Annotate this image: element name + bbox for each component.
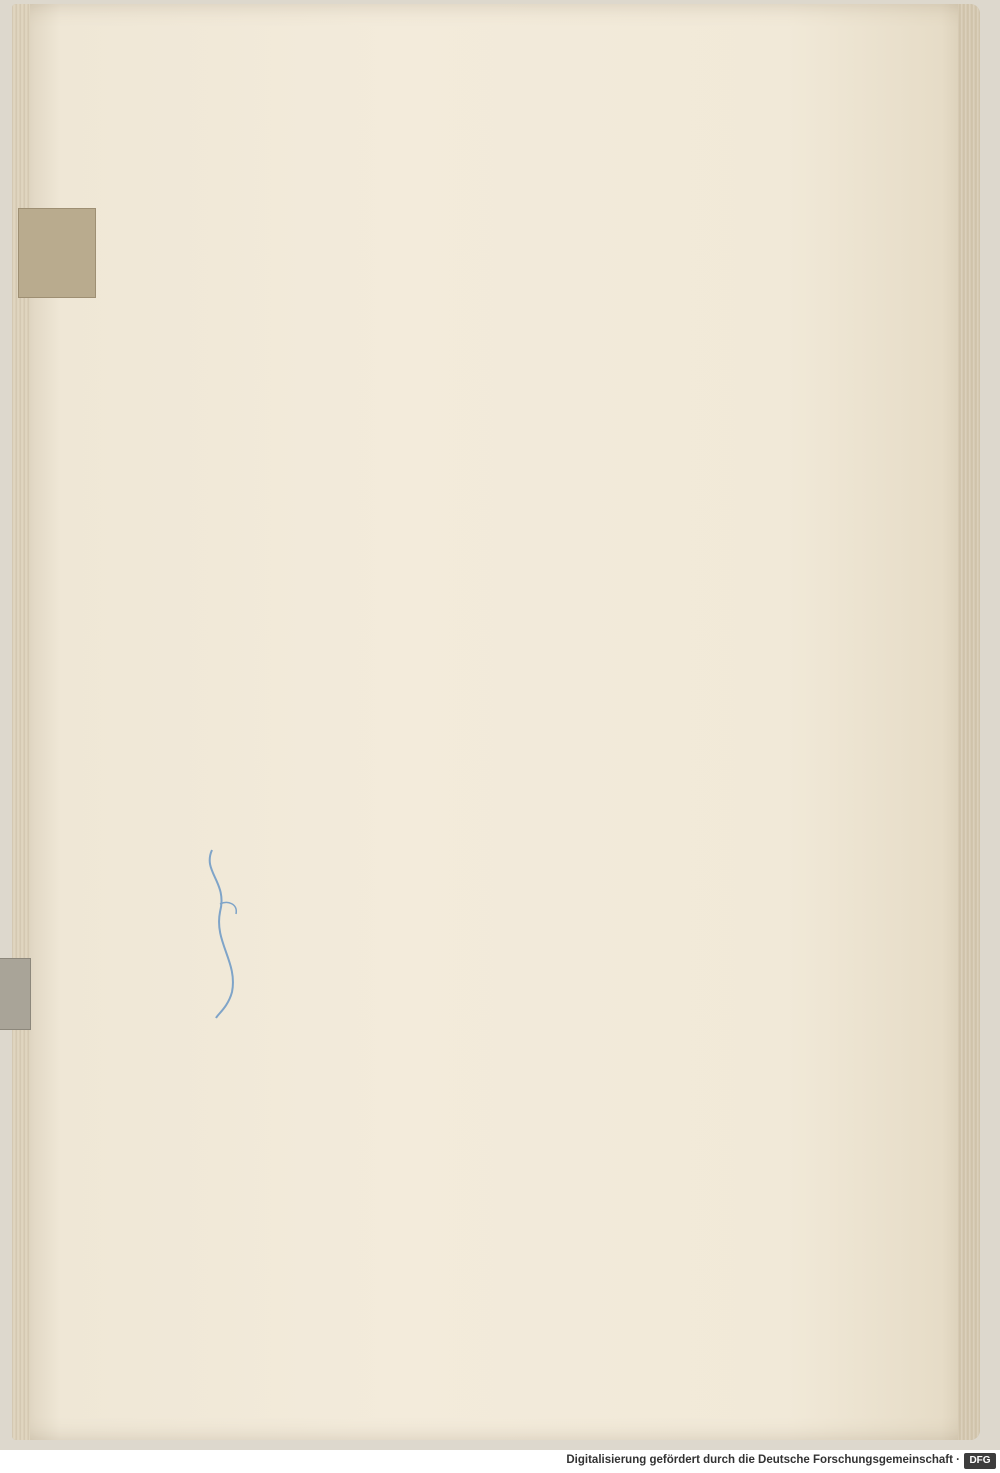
text-line bbox=[240, 651, 552, 675]
funding-credit: Digitalisierung gefördert durch die Deutsche Forschungsgemeinschaft · bbox=[566, 1454, 960, 1466]
text-line bbox=[240, 318, 552, 342]
text-line bbox=[240, 199, 552, 223]
text-line bbox=[600, 603, 912, 627]
text-line bbox=[600, 389, 912, 413]
text-line bbox=[600, 865, 912, 889]
text-line bbox=[600, 627, 912, 651]
text-line bbox=[600, 675, 912, 699]
text-line bbox=[240, 556, 552, 580]
text-line bbox=[240, 675, 552, 699]
text-line bbox=[600, 437, 912, 461]
text-line bbox=[600, 841, 912, 865]
text-line bbox=[600, 461, 912, 485]
text-line bbox=[600, 770, 912, 794]
text-line bbox=[240, 223, 552, 247]
text-line bbox=[600, 342, 912, 366]
text-line bbox=[240, 437, 552, 461]
dfg-logo: DFG bbox=[964, 1453, 996, 1469]
text-line bbox=[240, 532, 552, 556]
text-line bbox=[240, 984, 552, 1008]
text-line bbox=[240, 841, 552, 865]
paper-tab-lower bbox=[0, 958, 31, 1030]
text-line bbox=[600, 199, 912, 223]
text-line bbox=[240, 413, 552, 437]
text-line bbox=[240, 246, 552, 270]
text-line bbox=[600, 294, 912, 318]
text-line bbox=[240, 365, 552, 389]
text-line bbox=[240, 746, 552, 770]
text-line bbox=[240, 603, 552, 627]
text-line bbox=[240, 175, 552, 199]
text-line bbox=[240, 794, 552, 818]
text-line bbox=[240, 580, 552, 604]
page-edge-right bbox=[958, 4, 980, 1440]
text-line bbox=[600, 651, 912, 675]
text-line bbox=[600, 556, 912, 580]
text-line bbox=[600, 580, 912, 604]
text-line bbox=[600, 937, 912, 961]
text-line bbox=[600, 318, 912, 342]
text-line bbox=[600, 508, 912, 532]
text-line bbox=[600, 175, 912, 199]
text-line bbox=[600, 270, 912, 294]
text-line bbox=[240, 865, 552, 889]
text-line bbox=[600, 794, 912, 818]
text-line bbox=[240, 960, 552, 984]
text-line bbox=[240, 1032, 552, 1056]
text-line bbox=[600, 960, 912, 984]
text-line bbox=[600, 223, 912, 247]
text-line bbox=[600, 818, 912, 842]
text-line bbox=[240, 818, 552, 842]
text-line bbox=[240, 699, 552, 723]
paper-tab-upper bbox=[18, 208, 96, 298]
text-line bbox=[240, 270, 552, 294]
text-line bbox=[240, 770, 552, 794]
text-line bbox=[600, 532, 912, 556]
text-line bbox=[240, 627, 552, 651]
text-line bbox=[600, 484, 912, 508]
text-line bbox=[600, 365, 912, 389]
text-line bbox=[240, 508, 552, 532]
text-line bbox=[240, 1008, 552, 1032]
text-line bbox=[600, 246, 912, 270]
text-line bbox=[600, 746, 912, 770]
text-line bbox=[600, 889, 912, 913]
text-line bbox=[240, 461, 552, 485]
text-line bbox=[240, 484, 552, 508]
text-line bbox=[600, 699, 912, 723]
text-line bbox=[240, 342, 552, 366]
text-line bbox=[240, 389, 552, 413]
text-line bbox=[240, 937, 552, 961]
text-line bbox=[600, 413, 912, 437]
right-text-column bbox=[600, 175, 912, 984]
text-line bbox=[240, 889, 552, 913]
text-line bbox=[240, 294, 552, 318]
text-line bbox=[240, 722, 552, 746]
text-line bbox=[240, 913, 552, 937]
text-line bbox=[600, 913, 912, 937]
left-text-column bbox=[240, 175, 552, 1055]
text-line bbox=[600, 722, 912, 746]
footer-bar bbox=[0, 1450, 1000, 1473]
